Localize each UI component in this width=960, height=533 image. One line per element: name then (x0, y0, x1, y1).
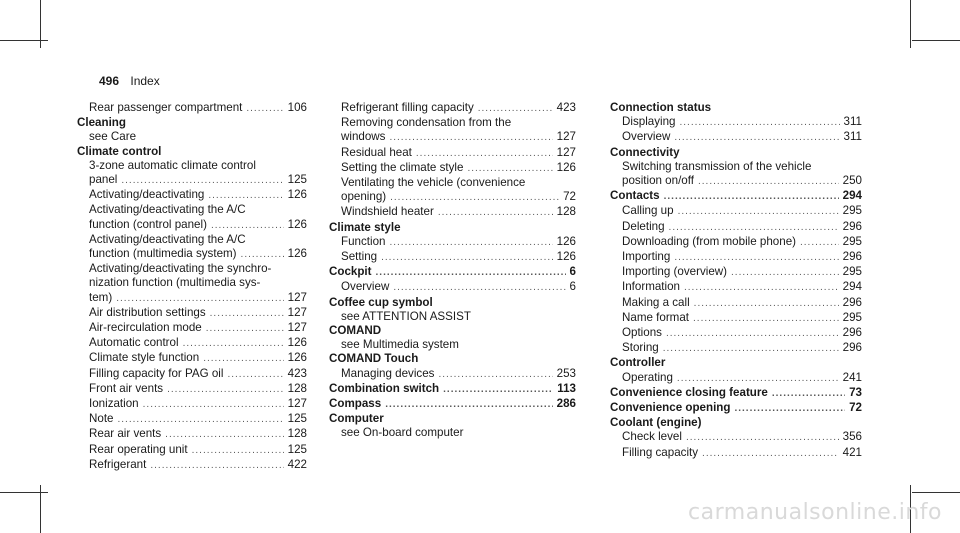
leader-dots (693, 312, 839, 326)
entry-label: Note (89, 412, 114, 426)
leader-dots (663, 342, 839, 356)
entry-label: Convenience opening (610, 401, 731, 415)
entry-label: Convenience closing feature (610, 385, 768, 399)
index-entry (610, 189, 862, 204)
page-ref: 126 (556, 160, 576, 174)
index-subentry (329, 367, 576, 382)
entry-label: Refrigerant filling capacity (341, 101, 474, 114)
index-subentry (329, 130, 576, 145)
entry-label: Setting the climate style (341, 160, 464, 174)
index-heading: Climate style (329, 220, 401, 234)
entry-label: Check level (622, 430, 682, 444)
index-heading: Climate control (77, 144, 162, 158)
index-subentry (610, 250, 862, 265)
page-ref: 126 (556, 250, 576, 264)
page-ref: 356 (842, 430, 862, 444)
leader-dots (116, 292, 283, 306)
leader-dots (467, 162, 552, 176)
leader-dots (246, 102, 283, 116)
leader-dots (674, 251, 838, 265)
leader-dots (731, 266, 839, 280)
page-ref: 127 (556, 130, 576, 144)
page-ref: 127 (287, 321, 307, 335)
page-ref: 127 (556, 145, 576, 159)
index-subentry (610, 326, 862, 341)
index-heading: Coffee cup symbol (329, 295, 433, 309)
page-ref: 295 (842, 265, 862, 279)
index-subentry (610, 446, 862, 461)
leader-dots (208, 189, 283, 203)
index-subentry-text: Switching transmission of the vehicle (622, 159, 812, 173)
leader-dots (241, 248, 284, 262)
index-column-1 (77, 101, 307, 473)
page-ref: 241 (842, 370, 862, 384)
index-subentry (610, 430, 862, 445)
index-subentry (77, 291, 307, 306)
leader-dots (167, 383, 284, 397)
page-ref: 126 (287, 188, 307, 202)
index-heading: COMAND Touch (329, 352, 419, 366)
crop-mark (0, 492, 48, 493)
page-ref: 106 (287, 101, 307, 114)
leader-dots (698, 175, 839, 189)
page-title: Index (130, 74, 160, 88)
index-heading: COMAND (329, 324, 382, 338)
index-subentry (77, 412, 307, 427)
entry-label: Climate style function (89, 351, 200, 365)
index-subentry (610, 115, 862, 130)
entry-label: Name format (622, 310, 690, 324)
index-entry (329, 397, 576, 412)
entry-label: Air-recirculation mode (89, 321, 202, 335)
entry-label: Storing (622, 341, 659, 355)
crop-mark (912, 492, 960, 493)
index-subentry (329, 235, 576, 250)
page-ref: 113 (557, 381, 576, 395)
entry-label: Combination switch (329, 381, 440, 395)
page-ref: 423 (287, 366, 307, 380)
leader-dots (684, 281, 839, 295)
index-subentry (610, 265, 862, 280)
page-ref: 127 (287, 305, 307, 319)
leader-dots (677, 372, 839, 386)
index-subentry (77, 443, 307, 458)
page-ref: 422 (287, 457, 307, 471)
index-subentry (329, 146, 576, 161)
leader-dots (211, 219, 284, 233)
leader-dots (438, 206, 553, 220)
leader-dots (694, 297, 839, 311)
crop-mark (0, 40, 48, 41)
index-subentry (77, 336, 307, 351)
index-subentry (329, 280, 576, 295)
entry-label: Deleting (622, 219, 665, 233)
page-ref: 296 (842, 250, 862, 264)
page-ref: 6 (569, 265, 576, 279)
index-subentry (77, 247, 307, 262)
page-ref: 253 (556, 366, 576, 380)
page-ref: 295 (842, 234, 862, 248)
entry-label: Managing devices (341, 366, 435, 380)
entry-label: Information (622, 280, 680, 294)
leader-dots (150, 459, 283, 473)
leader-dots (390, 191, 559, 205)
page-ref: 311 (843, 115, 862, 129)
leader-dots (680, 116, 840, 130)
entry-label: Automatic control (89, 336, 179, 350)
entry-label: Contacts (610, 189, 660, 203)
leader-dots (203, 352, 283, 366)
page-ref: 127 (287, 290, 307, 304)
index-subentry (77, 218, 307, 233)
entry-label: Overview (341, 280, 390, 294)
index-subentry (77, 188, 307, 203)
leader-dots (385, 398, 552, 412)
entry-label: Ionization (89, 397, 139, 411)
leader-dots (772, 387, 845, 401)
page-ref: 295 (842, 204, 862, 218)
page-ref: 296 (842, 341, 862, 355)
entry-label: Windshield heater (341, 205, 434, 219)
entry-label: Compass (329, 397, 382, 411)
leader-dots (227, 368, 283, 382)
index-column-2 (329, 101, 576, 441)
index-entry (329, 382, 576, 397)
leader-dots (206, 322, 284, 336)
leader-dots (165, 428, 283, 442)
index-subentry (610, 130, 862, 145)
index-subentry (329, 250, 576, 265)
leader-dots (800, 236, 839, 250)
entry-label: Overview (622, 130, 671, 144)
index-subentry (329, 190, 576, 205)
page-ref: 125 (287, 412, 307, 426)
entry-label: Cockpit (329, 265, 372, 279)
leader-dots (666, 327, 839, 341)
leader-dots (393, 281, 565, 295)
leader-dots (381, 251, 553, 265)
entry-label: Options (622, 326, 662, 340)
leader-dots (389, 131, 552, 145)
index-subentry-text: nization function (multimedia sys- (89, 276, 261, 290)
page-ref: 311 (843, 130, 862, 144)
entry-label: Rear passenger compartment (89, 101, 243, 114)
index-subentry-text: see On-board computer (341, 426, 464, 440)
page-ref: 125 (287, 442, 307, 456)
leader-dots (118, 413, 284, 427)
page-ref: 296 (842, 219, 862, 233)
page-ref: 295 (842, 310, 862, 324)
index-subentry (610, 311, 862, 326)
index-subentry (77, 458, 307, 473)
entry-label: Operating (622, 370, 673, 384)
leader-dots (389, 236, 552, 250)
page-ref: 126 (287, 217, 307, 231)
index-heading: Cleaning (77, 116, 126, 130)
index-subentry (610, 371, 862, 386)
index-subentry (77, 351, 307, 366)
entry-label: Calling up (622, 204, 674, 218)
leader-dots (376, 266, 566, 280)
leader-dots (669, 221, 839, 235)
page-ref: 294 (842, 280, 862, 294)
index-heading: Connection status (610, 101, 712, 114)
index-subentry-text: Activating/deactivating the synchro- (89, 262, 272, 276)
entry-label: Making a call (622, 295, 690, 309)
leader-dots (664, 190, 839, 204)
leader-dots (734, 402, 845, 416)
crop-mark (912, 40, 960, 41)
index-heading: Controller (610, 356, 666, 370)
index-subentry (77, 101, 307, 116)
entry-label: Filling capacity for PAG oil (89, 366, 224, 380)
index-subentry (329, 205, 576, 220)
page-ref: 128 (556, 205, 576, 219)
entry-label: Downloading (from mobile phone) (622, 234, 796, 248)
entry-label: Residual heat (341, 145, 412, 159)
leader-dots (121, 174, 283, 188)
entry-label: opening) (341, 190, 387, 204)
page-ref: 126 (556, 234, 576, 248)
leader-dots (416, 147, 553, 161)
page-ref: 296 (842, 326, 862, 340)
index-subentry (77, 321, 307, 336)
leader-dots (210, 307, 284, 321)
entry-label: Air distribution settings (89, 305, 206, 319)
watermark-logo: carmanualsonline.info (688, 500, 942, 525)
entry-label: windows (341, 130, 386, 144)
index-subentry (610, 296, 862, 311)
page-ref: 72 (849, 401, 862, 415)
index-subentry (77, 173, 307, 188)
entry-label: Rear operating unit (89, 442, 188, 456)
entry-label: Displaying (622, 115, 676, 129)
index-subentry-text: see Care (89, 130, 137, 144)
page-ref: 126 (287, 351, 307, 365)
index-entry (610, 386, 862, 401)
page-ref: 286 (556, 397, 576, 411)
index-subentry-text: Ventilating the vehicle (convenience (341, 176, 526, 190)
page-ref: 126 (287, 336, 307, 350)
entry-label: panel (89, 173, 118, 187)
page-ref: 296 (842, 295, 862, 309)
page-ref: 73 (849, 385, 862, 399)
index-subentry (77, 367, 307, 382)
entry-label: function (control panel) (89, 217, 207, 231)
index-subentry (77, 397, 307, 412)
leader-dots (183, 337, 284, 351)
index-entry (610, 401, 862, 416)
index-subentry (77, 306, 307, 321)
index-subentry-text: see ATTENTION ASSIST (341, 309, 471, 323)
page-ref: 127 (287, 397, 307, 411)
crop-mark (910, 0, 911, 48)
page-ref: 72 (563, 190, 576, 204)
page-ref: 421 (842, 445, 862, 459)
page-ref: 125 (287, 173, 307, 187)
index-subentry (329, 161, 576, 176)
leader-dots (443, 383, 553, 397)
index-subentry (610, 174, 862, 189)
leader-dots (478, 102, 553, 116)
index-subentry (610, 204, 862, 219)
index-entry (329, 265, 576, 280)
index-subentry-text: Activating/deactivating the A/C (89, 203, 246, 217)
index-heading: Coolant (engine) (610, 416, 702, 430)
page-ref: 250 (842, 174, 862, 188)
index-subentry-text: Activating/deactivating the A/C (89, 232, 246, 246)
index-subentry-text: 3-zone automatic climate control (89, 158, 256, 172)
index-subentry (77, 427, 307, 442)
index-subentry (610, 220, 862, 235)
index-subentry (329, 101, 576, 116)
page-ref: 6 (569, 280, 576, 294)
leader-dots (192, 444, 284, 458)
index-subentry (610, 235, 862, 250)
index-subentry-text: Removing condensation from the (341, 116, 512, 130)
entry-label: Setting (341, 250, 378, 264)
page-number: 496 (99, 74, 120, 88)
entry-label: tem) (89, 290, 113, 304)
leader-dots (702, 447, 839, 461)
index-subentry (77, 382, 307, 397)
page-ref: 423 (556, 101, 576, 114)
entry-label: Refrigerant (89, 457, 147, 471)
entry-label: Filling capacity (622, 445, 699, 459)
entry-label: Function (341, 234, 386, 248)
page-ref: 128 (287, 427, 307, 441)
index-column-3 (610, 101, 862, 461)
leader-dots (678, 205, 839, 219)
index-subentry (610, 341, 862, 356)
entry-label: Front air vents (89, 381, 164, 395)
entry-label: position on/off (622, 174, 694, 188)
index-heading: Computer (329, 412, 384, 426)
page-ref: 126 (287, 247, 307, 261)
page-header (99, 74, 160, 88)
entry-label: Importing (overview) (622, 265, 728, 279)
leader-dots (674, 131, 839, 145)
index-heading: Connectivity (610, 145, 680, 159)
entry-label: Importing (622, 250, 671, 264)
page-ref: 294 (842, 189, 862, 203)
entry-label: function (multimedia system) (89, 247, 237, 261)
entry-label: Rear air vents (89, 427, 162, 441)
leader-dots (438, 368, 552, 382)
leader-dots (686, 431, 839, 445)
entry-label: Activating/deactivating (89, 188, 205, 202)
index-subentry-text: see Multimedia system (341, 338, 459, 352)
index-subentry (610, 280, 862, 295)
leader-dots (143, 398, 284, 412)
page-ref: 128 (287, 381, 307, 395)
